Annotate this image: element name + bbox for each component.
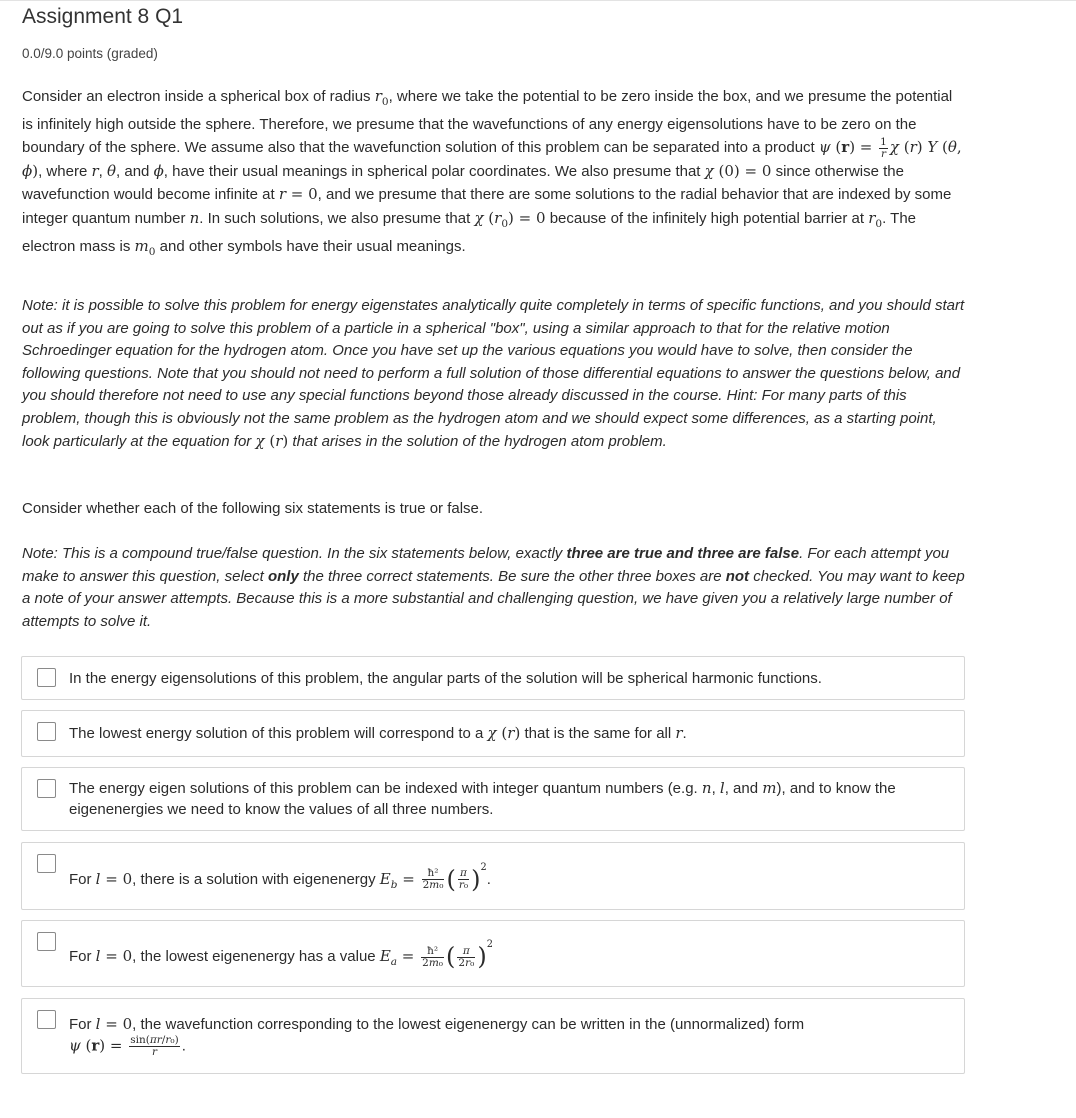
checkbox-option-3[interactable] [37, 779, 56, 798]
checkbox-option-6[interactable] [37, 1010, 56, 1029]
top-divider [0, 0, 1076, 1]
checkbox-option-5[interactable] [37, 932, 56, 951]
assignment-title: Assignment 8 Q1 [22, 5, 184, 28]
option-6[interactable] [21, 998, 965, 1074]
option-1-text: In the energy eigensolutions of this problem, the angular parts of the solution will be spherical harmonic functions. [69, 669, 822, 687]
option-2[interactable] [21, 710, 965, 757]
note-hint: Note: it is possible to solve this problem for energy eigenstates analytically quite completely in terms of specific functions, and you should start out as if you are going to solve this problem of a particle in a spherical "box", using a similar approach to that for the relative motion Schroedinger equation for the hydrogen atom. Once you have set up the various equations you would have to solve, then consider the following questions. Note that you should not need to perform a full solution of those differential equations to answer the questions below, and you should therefore not need to use any special functions beyond those already discussed in the course. Hint: For many parts of this problem, though this is obviously not the same problem as the hydrogen atom and we should expect some differences, as a starting point, look particularly at the equation for χ (r) that arises in the solution of the hydrogen atom problem. [22, 297, 965, 450]
option-5[interactable] [21, 920, 965, 987]
points-score: 0.0/9.0 points (graded) [22, 46, 158, 61]
instruction-text: Consider whether each of the following six statements is true or false. [22, 500, 484, 517]
option-4[interactable] [21, 842, 965, 910]
option-5-text: For l = 0, the lowest eigenenergy has a value $E_a$ = $\frac{\text{ħ²}}{\text{2m₀}}$ ( $\frac{\pi}{\text{2r₀}}$ )$^2$ [69, 939, 493, 971]
option-3[interactable] [21, 767, 965, 831]
problem-statement: Consider an electron inside a spherical box of radius $r_0$, where we take the potential to be zero inside the box, and we presume the potential is infinitely high outside the sphere. Therefore, we presume that the wavefunctions of any energy eigensolutions have to be zero on the boundary of the sphere. We assume also that the wavefunction solution of this problem can be separated into a product ψ (r) = $\frac{1}{r}$ χ (r) Y (θ, ϕ), where r, θ, and ϕ, have their usual meanings in spherical polar coordinates. We also presume that χ (0) = 0 since otherwise the wavefunction would become infinite at r = 0, and we presume that there are some solutions to the radial behavior that are indexed by some integer quantum number n. In such solutions, we also presume that χ $(r_0) = 0$ because of the infinitely high potential barrier at $r_0$. The electron mass is $m_0$ and other symbols have their usual meanings. [22, 87, 962, 259]
option-2-text: The lowest energy solution of this problem will correspond to a χ (r) that is the same for all r. [69, 724, 687, 742]
option-4-text: For l = 0, there is a solution with eigenenergy $E_b$ = $\frac{\text{ħ²}}{\text{2m₀}}$ ( $\frac{\pi}{\text{r₀}}$ )$^2$. [69, 861, 491, 894]
note-compound-question: Note: This is a compound true/false question. In the six statements below, exactly three are true and three are false. For each attempt you make to answer this question, select only the three correct statements. Be sure the other three boxes are not checked. You may want to keep a note of your answer attempts. Because this is a more substantial and challenging question, we have given you a relatively large number of attempts to solve it. [22, 545, 965, 630]
option-6-text: For l = 0, the wavefunction corresponding to the lowest eigenenergy can be written in the (unnormalized) form ψ (r) = $\frac{\text{sin(πr/r₀)}}{r}$ . [69, 1014, 805, 1058]
option-1[interactable] [21, 656, 965, 700]
checkbox-option-1[interactable] [37, 668, 56, 687]
checkbox-option-4[interactable] [37, 854, 56, 873]
checkbox-option-2[interactable] [37, 722, 56, 741]
option-3-text: The energy eigen solutions of this problem can be indexed with integer quantum numbers (e.g. n, l, and m), and to know the eigenenergies we need to know the values of all three numbers. [69, 779, 896, 818]
